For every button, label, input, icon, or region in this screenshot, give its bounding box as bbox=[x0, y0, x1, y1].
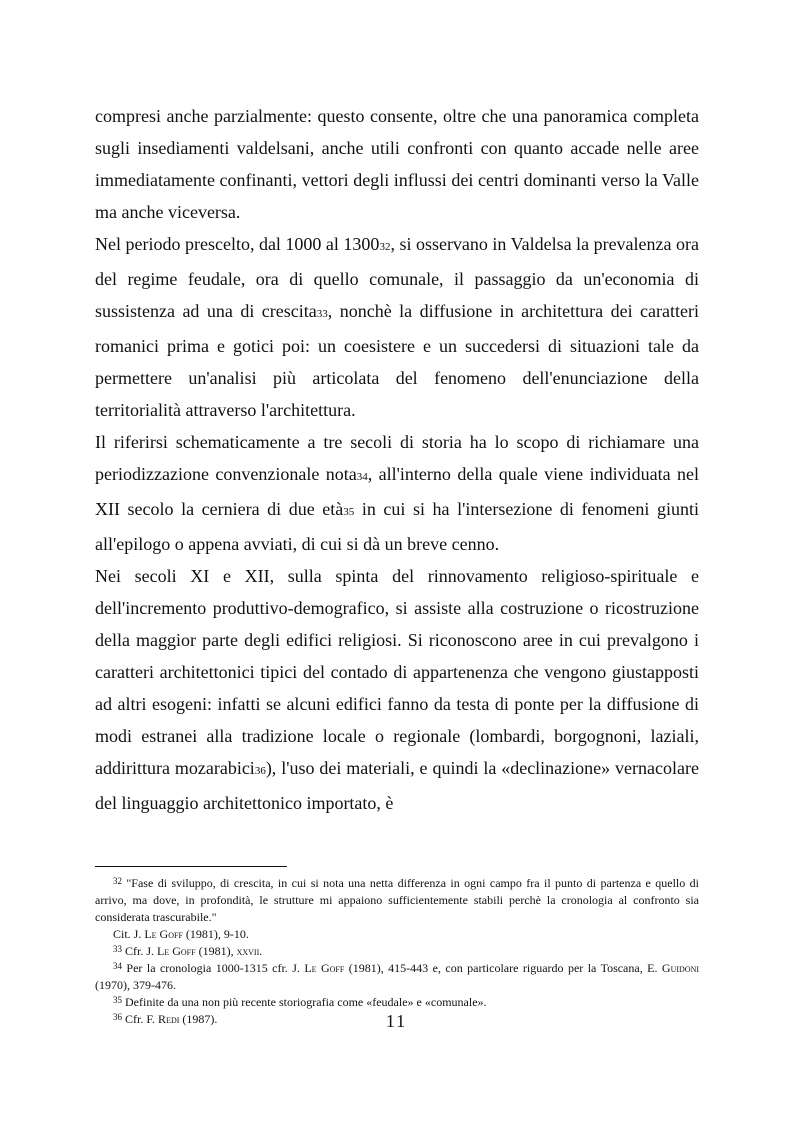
footnote-ref-33[interactable]: 33 bbox=[316, 308, 328, 320]
footnotes bbox=[95, 875, 699, 1028]
footnote-ref-35[interactable]: 35 bbox=[343, 506, 355, 518]
footnote-text: . bbox=[259, 944, 263, 958]
author-name: Guidoni bbox=[661, 961, 700, 975]
footnote-number: 33 bbox=[113, 944, 122, 954]
body-text bbox=[95, 100, 699, 819]
footnote-text: (1981), bbox=[195, 944, 237, 958]
footnote-34 bbox=[95, 960, 699, 994]
footnote-ref-32[interactable]: 32 bbox=[379, 241, 391, 253]
paragraph-2 bbox=[95, 228, 699, 426]
paragraph-4 bbox=[95, 560, 699, 819]
footnote-number: 36 bbox=[113, 1012, 122, 1022]
paragraph-text: , all'interno della quale viene individuata nel XII secolo la cerniera di due età bbox=[95, 464, 699, 519]
footnote-text: (1981), 9-10. bbox=[182, 927, 249, 941]
footnote-text: Per la cronologia 1000-1315 cfr. J. bbox=[122, 961, 305, 975]
paragraph-text: , si osservano in Valdelsa la prevalenza ora del regime feudale, ora di quello comunale, il passaggio da un'economia di sussistenza ad una di crescita bbox=[95, 234, 699, 321]
footnote-ref-36[interactable]: 36 bbox=[254, 765, 266, 777]
footnote-text: Cfr. J. bbox=[122, 944, 158, 958]
footnote-text: Cit. J. bbox=[113, 927, 145, 941]
author-name: Le Goff bbox=[144, 927, 183, 941]
author-name: Le Goff bbox=[304, 961, 345, 975]
footnote-ref-34[interactable]: 34 bbox=[356, 471, 368, 483]
page-number: 11 bbox=[385, 1011, 408, 1031]
page-reference: xxvii bbox=[236, 944, 260, 958]
footnote-33 bbox=[95, 943, 699, 960]
footnote-text: (1981), 415-443 e, con particolare riguardo per la Toscana, E. bbox=[344, 961, 662, 975]
paragraph-1 bbox=[95, 100, 699, 228]
paragraph-text: ), l'uso dei materiali, e quindi la «declinazione» vernacolare del linguaggio architettonico importato, è bbox=[95, 758, 699, 813]
footnote-32-citation bbox=[95, 926, 699, 943]
footnote-number: 32 bbox=[113, 876, 122, 886]
author-name: Le Goff bbox=[157, 944, 196, 958]
paragraph-text: in cui si ha l'intersezione di fenomeni giunti all'epilogo o appena avviati, di cui si dà un breve cenno. bbox=[95, 499, 699, 554]
paragraph-text: Il riferirsi schematicamente a tre secoli di storia ha lo scopo di richiamare una periodizzazione convenzionale nota bbox=[95, 432, 699, 484]
footnote-32 bbox=[95, 875, 699, 926]
footnote-text: (1987). bbox=[179, 1012, 218, 1026]
paragraph-text: , nonchè la diffusione in architettura dei caratteri romanici prima e gotici poi: un coesistere e un succedersi di situazioni tale da permettere un'analisi più articolata del fenomeno dell'enunciazione della territorialità attraverso l'architettura. bbox=[95, 301, 699, 420]
footnote-separator bbox=[95, 866, 287, 867]
footnote-text: Cfr. F. bbox=[122, 1012, 159, 1026]
paragraph-text: Nel periodo prescelto, dal 1000 al 1300 bbox=[95, 234, 380, 254]
footnote-text: (1970), 379-476. bbox=[95, 978, 176, 992]
footnote-number: 35 bbox=[113, 995, 122, 1005]
footnote-text: "Fase di sviluppo, di crescita, in cui si nota una netta differenza in ogni campo fra il punto di partenza e quello di arrivo, ma dove, in profondità, le strutture mi appaiono sufficientemente stabili perchè la cronologia al confronto sia considerata trascurabile." bbox=[95, 876, 699, 924]
footnote-number: 34 bbox=[113, 961, 122, 971]
author-name: Redi bbox=[158, 1012, 180, 1026]
footnote-35 bbox=[95, 994, 699, 1011]
paragraph-3 bbox=[95, 426, 699, 560]
paragraph-text: compresi anche parzialmente: questo consente, oltre che una panoramica completa sugli insediamenti valdelsani, anche utili confronti con quanto accade nelle aree immediatamente confinanti, vettori degli influssi dei centri dominanti verso la Valle ma anche viceversa. bbox=[95, 106, 699, 222]
paragraph-text: Nei secoli XI e XII, sulla spinta del rinnovamento religioso-spirituale e dell'incremento produttivo-demografico, si assiste alla costruzione o ricostruzione della maggior parte degli edifici religiosi. Si riconoscono aree in cui prevalgono i caratteri architettonici tipici del contado di appartenenza che vengono giustapposti ad altri esogeni: infatti se alcuni edifici fanno da testa di ponte per la diffusione di modi estranei alla tradizione locale o regionale (lombardi, borgognoni, laziali, addirittura mozarabici bbox=[95, 566, 699, 778]
footnote-text: Definite da una non più recente storiografia come «feudale» e «comunale». bbox=[122, 995, 487, 1009]
